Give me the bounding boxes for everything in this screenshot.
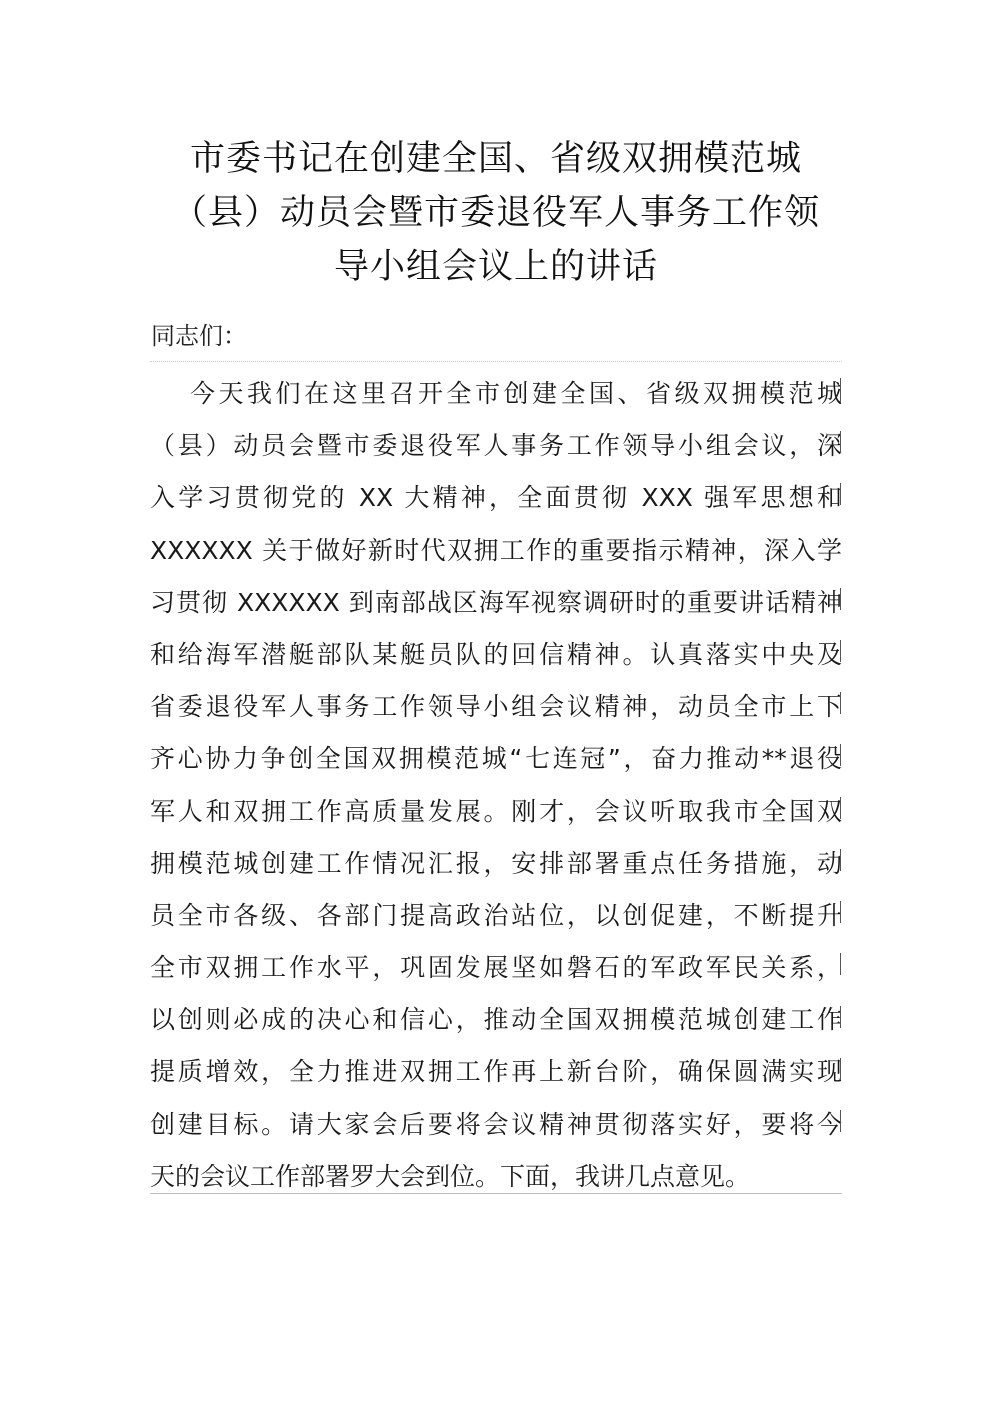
bottom-divider: [150, 1193, 842, 1194]
margin-mark: [840, 378, 841, 400]
body-line: XXXXXX 关于做好新时代双拥工作的重要指示精神，深入学: [150, 535, 842, 565]
margin-mark: [840, 483, 841, 505]
body-line: 创建目标。请大家会后要将会议精神贯彻落实好，要将今: [150, 1109, 842, 1139]
salutation: 同志们：: [151, 322, 247, 350]
body-line: 习贯彻 XXXXXX 到南部战区海军视察调研时的重要讲话精神: [150, 587, 842, 617]
speech-body: [150, 368, 842, 1203]
margin-mark: [840, 1058, 841, 1080]
body-line: 今天我们在这里召开全市创建全国、省级双拥模范城: [190, 379, 842, 408]
body-line: 员全市各级、各部门提高政治站位，以创促建，不断提升: [150, 900, 842, 930]
body-line: 提质增效，全力推进双拥工作再上新台阶，确保圆满实现: [150, 1057, 842, 1087]
margin-mark: [840, 797, 841, 819]
document-title: [150, 132, 842, 294]
top-divider: [150, 361, 842, 362]
margin-mark: [840, 901, 841, 923]
body-line: 齐心协力争创全国双拥模范城“七连冠”，奋力推动**退役: [150, 744, 842, 774]
margin-mark: [840, 588, 841, 610]
body-line: 天的会议工作部署罗大会到位。下面，我讲几点意见。: [150, 1161, 751, 1191]
title-line-3: 导小组会议上的讲话: [333, 247, 658, 287]
margin-mark: [840, 1006, 841, 1028]
body-line: （县）动员会暨市委退役军人事务工作领导小组会议，深: [150, 431, 842, 461]
title-line-1: 市委书记在创建全国、省级双拥模范城: [189, 139, 802, 179]
margin-mark: [840, 640, 841, 662]
margin-mark: [840, 692, 841, 714]
margin-mark: [840, 431, 841, 453]
margin-mark: [840, 1110, 841, 1132]
body-line: 入学习贯彻党的 XX 大精神，全面贯彻 XXX 强军思想和: [150, 483, 842, 513]
body-line: 拥模范城创建工作情况汇报，安排部署重点任务措施，动: [150, 848, 842, 878]
body-line: 全市双拥工作水平，巩固发展坚如磐石的军政军民关系，: [150, 953, 842, 983]
body-line: 和给海军潜艇部队某艇员队的回信精神。认真落实中央及: [150, 639, 842, 669]
title-line-2: （县）动员会暨市委退役军人事务工作领: [171, 193, 820, 233]
margin-mark: [840, 849, 841, 871]
margin-mark: [840, 953, 841, 975]
body-line: 省委退役军人事务工作领导小组会议精神，动员全市上下: [150, 692, 842, 722]
body-line: 军人和双拥工作高质量发展。刚才，会议听取我市全国双: [150, 796, 842, 826]
margin-mark: [840, 744, 841, 766]
body-line: 以创则必成的决心和信心，推动全国双拥模范城创建工作: [150, 1005, 842, 1035]
